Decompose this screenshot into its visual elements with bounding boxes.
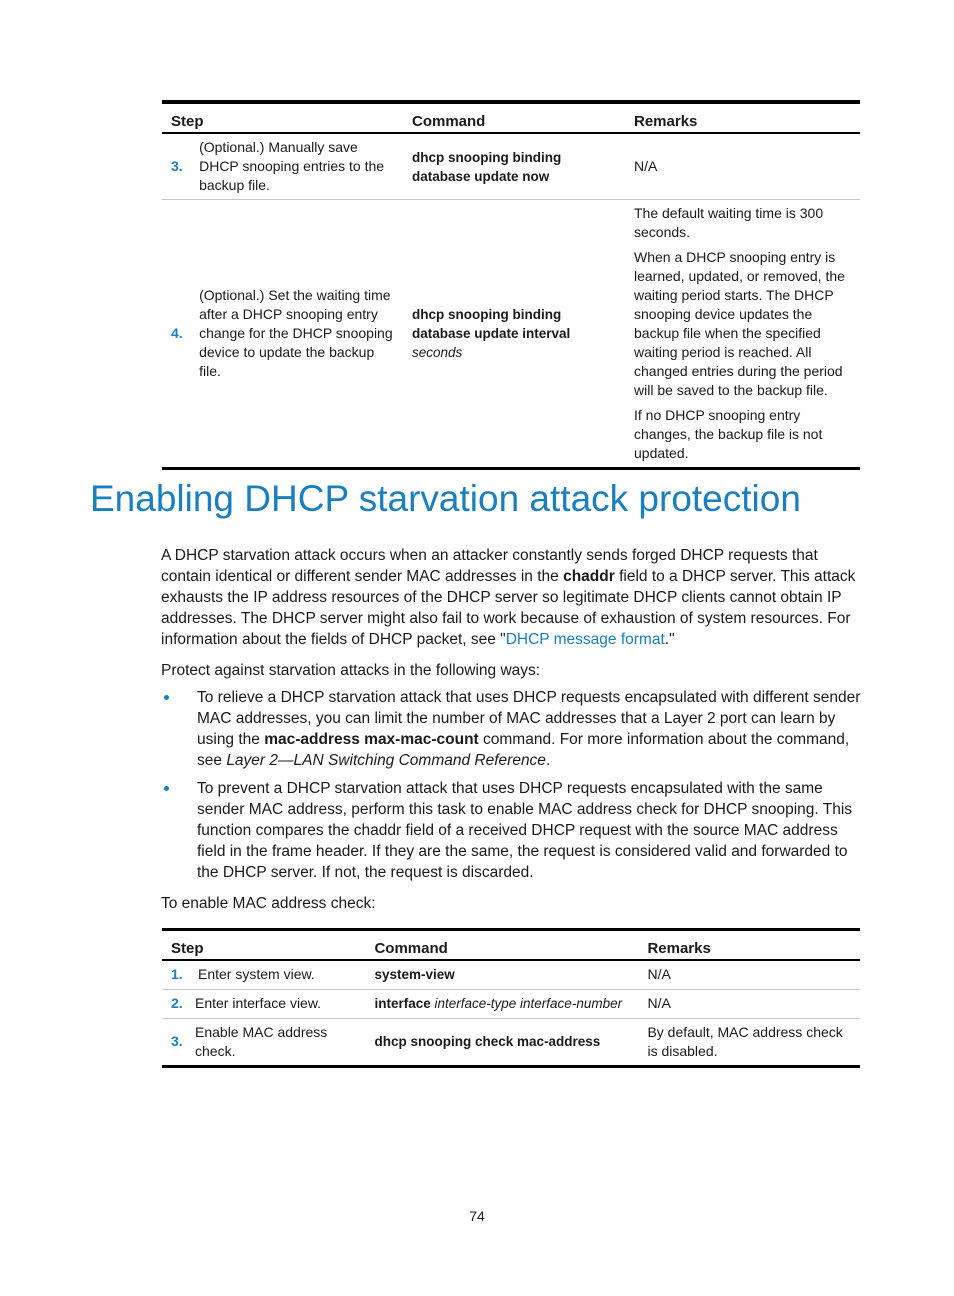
- remarks-cell: N/A: [638, 960, 860, 989]
- step-description: Enable MAC address check.: [195, 1023, 328, 1059]
- bullet-item: [197, 778, 864, 883]
- bullet-reference: Layer 2—LAN Switching Command Reference: [226, 752, 546, 769]
- bullet-text: .: [545, 752, 551, 769]
- command-cell: [403, 133, 625, 200]
- remark-text: The default waiting time is 300 seconds.: [634, 205, 824, 240]
- step-number: 3.: [162, 133, 186, 200]
- command-cell: [365, 960, 638, 989]
- page-number: 74: [469, 1208, 485, 1224]
- command-keyword: dhcp snooping check mac-address: [374, 1034, 601, 1049]
- table-row: [162, 960, 860, 989]
- bullet-text: To relieve a DHCP starvation attack that uses DHCP requests encapsulated with different sender MAC addresses, you can limit the number of MAC addresses that a Layer 2 port can learn by using the: [197, 689, 861, 748]
- command-keyword: dhcp snooping binding database update now: [412, 149, 562, 184]
- step-number: 4.: [171, 325, 183, 341]
- step-description: (Optional.) Manually save DHCP snooping entries to the backup file.: [186, 133, 403, 200]
- intro-keyword: chaddr: [563, 568, 615, 585]
- remark-text: If no DHCP snooping entry changes, the backup file is not updated.: [634, 407, 823, 461]
- step-description: (Optional.) Set the waiting time after a DHCP snooping entry change for the DHCP snooping device to update the backup file.: [199, 287, 393, 379]
- bullet-icon: [164, 695, 169, 700]
- header-command: Command: [403, 102, 625, 133]
- remarks-cell: By default, MAC address check is disabled.: [647, 1023, 843, 1059]
- bullet-item: [197, 687, 864, 771]
- table-header-row: [162, 102, 860, 133]
- header-command: Command: [365, 930, 638, 961]
- command-argument: seconds: [412, 345, 463, 360]
- header-step: Step: [162, 930, 365, 961]
- remarks-cell: [625, 133, 860, 200]
- command-keyword: interface: [374, 996, 431, 1011]
- intro-text: field to a DHCP server. This attack exhausts the IP address resources of the DHCP server so legitimate DHCP clients cannot obtain IP addresses. The DHCP server might also fail to work because of exhaustion of system resources. For information about the fields of DHCP packet, see ": [161, 568, 856, 648]
- table-row: [162, 133, 860, 200]
- command-keyword: dhcp snooping binding database update interval: [412, 307, 571, 341]
- command-cell: [365, 1018, 638, 1066]
- dhcp-message-format-link[interactable]: DHCP message format: [505, 631, 665, 648]
- remarks-cell: [625, 200, 860, 469]
- table-row: [162, 989, 860, 1018]
- table-row: [162, 1018, 860, 1066]
- mac-check-steps-table: [162, 928, 860, 1068]
- step-number: 3.: [171, 1033, 183, 1049]
- header-remarks: Remarks: [638, 930, 860, 961]
- remark-text: When a DHCP snooping entry is learned, updated, or removed, the waiting period starts. The DHCP snooping device updates the backup file when the specified waiting period is reached. All changed entries during the period will be saved to the backup file.: [634, 249, 845, 398]
- table-row: [162, 200, 860, 469]
- step-number: 1.: [162, 960, 185, 989]
- dhcp-snooping-steps-table: [162, 100, 860, 470]
- header-step: Step: [162, 102, 403, 133]
- step-description: Enter interface view.: [185, 989, 365, 1018]
- enable-paragraph: To enable MAC address check:: [161, 895, 376, 912]
- remarks-cell: N/A: [638, 989, 860, 1018]
- section-heading: Enabling DHCP starvation attack protection: [90, 478, 801, 519]
- command-argument: interface-type interface-number: [434, 996, 623, 1011]
- intro-text: A DHCP starvation attack occurs when an attacker constantly sends forged DHCP requests that contain identical or different sender MAC addresses in the: [161, 547, 818, 585]
- command-cell: [365, 989, 638, 1018]
- intro-paragraph: [161, 545, 864, 650]
- bullet-text: command. For more information about the command, see: [197, 731, 850, 769]
- intro-text: .": [664, 631, 675, 648]
- command-cell: [403, 200, 625, 469]
- bullet-icon: [164, 786, 169, 791]
- protect-paragraph: Protect against starvation attacks in the following ways:: [161, 662, 541, 679]
- step-number: 2.: [162, 989, 185, 1018]
- bullet-keyword: mac-address max-mac-count: [264, 731, 479, 748]
- header-remarks: Remarks: [625, 102, 860, 133]
- table-header-row: [162, 930, 860, 961]
- bullet-text: To prevent a DHCP starvation attack that uses DHCP requests encapsulated with the same sender MAC address, perform this task to enable MAC address check for DHCP snooping. This function compares the chaddr field of a received DHCP request with the source MAC address field in the frame header. If they are the same, the request is considered valid and forwarded to the DHCP server. If not, the request is discarded.: [197, 780, 853, 881]
- remark-text: N/A: [634, 158, 658, 174]
- step-description: Enter system view.: [185, 960, 365, 989]
- command-keyword: system-view: [374, 967, 455, 983]
